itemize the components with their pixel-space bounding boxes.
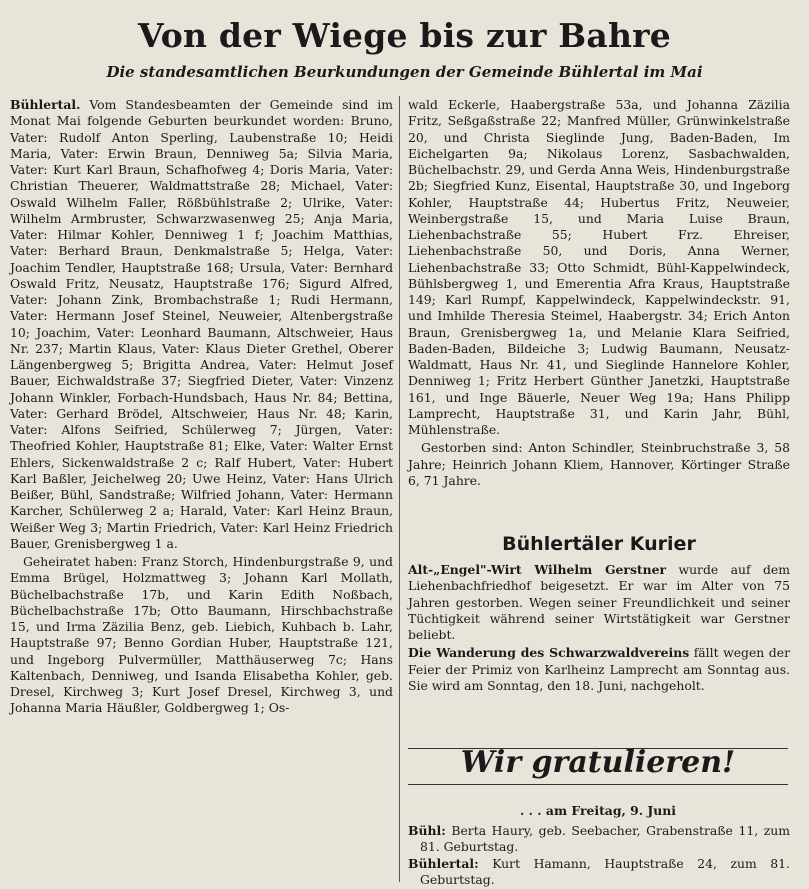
kurier-section: [408, 562, 790, 694]
marriages-continued: wald Eckerle, Haabergstraße 53a, und Johanna Zäzilia Fritz, Seßgaßstraße 22; Manfred Müller, Grünwinkelstraße 20, und Christa Sieglinde Jung, Baden-Baden, Im Eichelgarten 9a; Nikolaus Lorenz, Sasbachwalden, Büchelbachstr. 29, und Gerda Anna Weis, Hindenburgstraße 2b; Siegfried Kunz, Eisental, Hauptstraße 30, und Ingeborg Kohler, Hauptstraße 44; Hubertus Fritz, Neuweier, Weinbergstraße 15, und Maria Luise Braun, Liehenbachstraße 55; Hubert Frz. Ehreiser, Liehenbachstraße 50, und Doris, Anna Werner, Liehenbachstraße 33; Otto Schmidt, Bühl-Kappelwindeck, Bühlsbergweg 1, und Emerentia Afra Kraus, Hauptstraße 149; Karl Rumpf, Kappelwindeck, Kappelwindeckstr. 91, und Imhilde Theresia Steimel, Haabergstr. 34; Erich Anton Braun, Grenisbergweg 1a, und Melanie Klara Seifried, Baden-Baden, Bildeiche 3; Ludwig Baumann, Neusatz-Waldmatt, Haus Nr. 41, und Sieglinde Hannelore Kohler, Denniweg 1; Fritz Herbert Günther Janetzki, Hauptstraße 161, und Inge Bäuerle, Neuer Weg 19a; Hans Philipp Lamprecht, Hauptstraße 31, und Karin Jahr, Bühl, Mühlenstraße.: [408, 97, 790, 437]
kurier-item-2-lead: Die Wanderung des Schwarzwaldvereins: [408, 645, 690, 661]
congrats-title: Wir gratulieren!: [460, 745, 736, 780]
birthday-place: Bühl:: [408, 823, 446, 838]
kurier-title: Bühlertäler Kurier: [502, 533, 696, 555]
congrats-bottom-rule: [408, 784, 788, 785]
kurier-item-1: [408, 562, 790, 643]
birthday-text: Kurt Hamann, Hauptstraße 24, zum 81. Geburtstag.: [420, 855, 790, 887]
births-paragraph: [10, 97, 393, 552]
birthday-list: [408, 823, 790, 888]
birthday-entry: [408, 823, 790, 856]
kurier-item-1-text: wurde auf dem Liehenbachfriedhof beigesetzt. Er war im Alter von 75 Jahren gestorben. Wegen seiner Freundlichkeit und seiner Tüchtigkeit während seiner Wirtstätigkeit war Gerstner beliebt.: [408, 562, 790, 642]
dateline: Bühlertal.: [10, 97, 81, 112]
left-column: [10, 97, 393, 717]
birthday-text: Berta Haury, geb. Seebacher, Grabenstraße 11, zum 81. Geburtstag.: [420, 823, 790, 855]
birthday-entry: [408, 856, 790, 889]
headline: Von der Wiege bis zur Bahre: [138, 16, 671, 55]
deaths-paragraph: Gestorben sind: Anton Schindler, Steinbruchstraße 3, 58 Jahre; Heinrich Johann Kliem, Hannover, Körtinger Straße 6, 71 Jahre.: [408, 440, 790, 488]
column-divider: [399, 96, 400, 882]
birthday-place: Bühlertal:: [408, 855, 479, 871]
births-text: Vom Standesbeamten der Gemeinde sind im Monat Mai folgende Geburten beurkundet worden: Bruno, Vater: Rudolf Anton Sperling, Laubenstraße 10; Heidi Maria, Vater: Erwin Braun, Denniweg 5a; Silvia Maria, Vater: Kurt Karl Braun, Schafhofweg 4; Doris Maria, Vater: Christian Theuerer, Waldmattstraße 28; Michael, Vater: Oswald Wilhelm Faller, Rößbühlstraße 2; Ulrike, Vater: Wilhelm Armbruster, Schwarzwasenweg 25; Anja Maria, Vater: Hilmar Kohler, Denniweg 1 f; Joachim Matthias, Vater: Berhard Braun, Denkmalstraße 5; Helga, Vater: Joachim Tendler, Hauptstraße 168; Ursula, Vater: Bernhard Oswald Fritz, Neusatz, Hauptstraße 176; Sigurd Alfred, Vater: Johann Zink, Brombachstraße 1; Rudi Hermann, Vater: Hermann Josef Steinel, Neuweier, Altenbergstraße 10; Joachim, Vater: Leonhard Baumann, Altschweier, Haus Nr. 237; Martin Klaus, Vater: Klaus Dieter Grethel, Oberer Längenbergweg 5; Brigitta Andrea, Vater: Helmut Josef Bauer, Eichwaldstraße 37; Siegfried Dieter, Vater: Vinzenz Johann Winkler, Forbach-Hundsbach, Haus Nr. 84; Bettina, Vater: Gerhard Brödel, Altschweier, Haus Nr. 48; Karin, Vater: Alfons Seifried, Schülerweg 7; Jürgen, Vater: Theofried Kohler, Hauptstraße 81; Elke, Vater: Walter Ernst Ehlers, Sickenwaldstraße 2 c; Ralf Hubert, Vater: Hubert Karl Baßler, Jeichelweg 20; Uwe Heinz, Vater: Hans Ulrich Beißer, Bühl, Sandstraße; Wilfried Johann, Vater: Hermann Karcher, Schülerweg 2 a; Harald, Vater: Karl Heinz Braun, Weißer Weg 3; Martin Friedrich, Vater: Karl Heinz Friedrich Bauer, Grenisbergweg 1 a.: [10, 97, 393, 551]
kurier-item-2-text: fällt wegen der Feier der Primiz von Karlheinz Lamprecht am Sonntag aus. Sie wird am Sonntag, den 18. Juni, nachgeholt.: [408, 645, 790, 693]
congrats-date: . . . am Freitag, 9. Juni: [520, 803, 676, 818]
right-column: [408, 97, 790, 489]
kurier-item-1-lead: Alt-„Engel"-Wirt Wilhelm Gerstner: [408, 562, 667, 577]
kurier-item-2: [408, 645, 790, 694]
subheadline: Die standesamtlichen Beurkundungen der Gemeinde Bühlertal im Mai: [106, 63, 703, 81]
marriages-paragraph: Geheiratet haben: Franz Storch, Hindenburgstraße 9, und Emma Brügel, Holzmattweg 3; Johann Karl Mollath, Büchelbachstraße 17b, und Karin Edith Noßbach, Büchelbachstraße 17b; Otto Baumann, Hirschbachstraße 15, und Irma Zäzilia Benz, geb. Liebich, Kuhbach b. Lahr, Hauptstraße 97; Benno Gordian Huber, Hauptstraße 121, und Ingeborg Pulvermüller, Matthäuserweg 7c; Hans Kaltenbach, Denniweg, und Isanda Elisabetha Kohler, geb. Dresel, Kirchweg 3; Kurt Josef Dresel, Kirchweg 3, und Johanna Maria Häußler, Goldbergweg 1; Os-: [10, 554, 393, 716]
